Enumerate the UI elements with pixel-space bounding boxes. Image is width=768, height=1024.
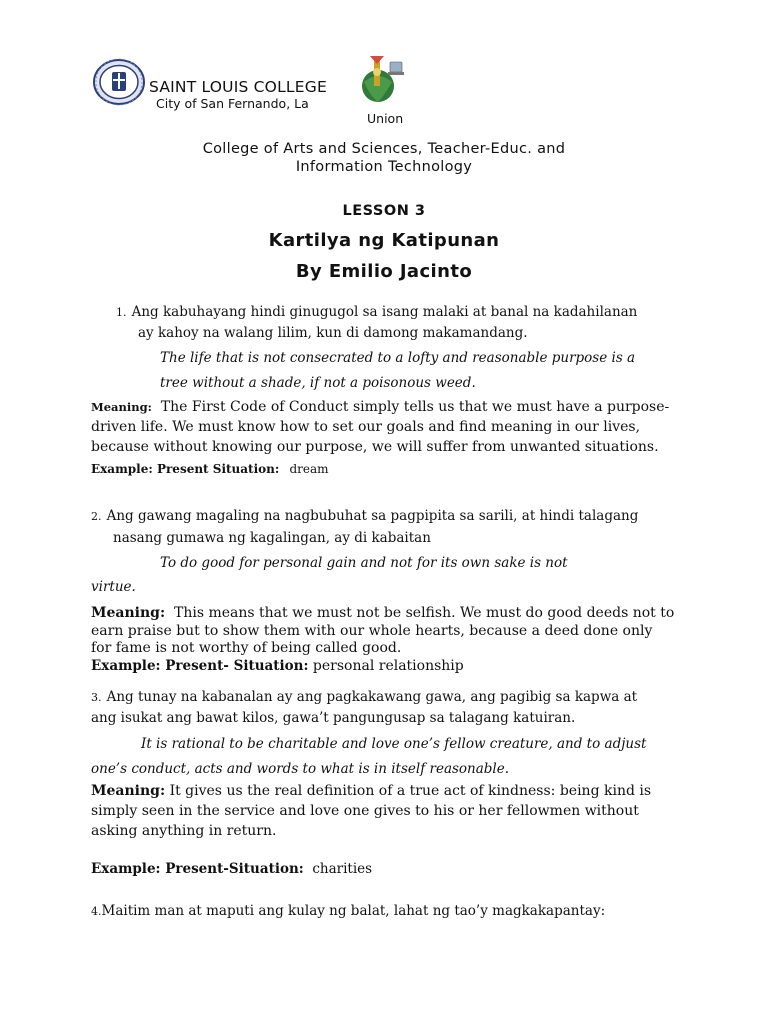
item-4-tagalog-line-1: 4.Maitim man at maputi ang kulay ng balat, lahat ng tao’y magkakapantay: [91, 903, 606, 919]
meaning-label: Meaning: [91, 400, 152, 414]
page-author: By Emilio Jacinto [295, 261, 473, 282]
item-2-tagalog-line-1: 2. Ang gawang magaling na nagbubuhat sa pagpipita sa sarili, at hindi talagang [91, 508, 639, 524]
item-2-meaning-line-3: for fame is not worthy of being called good. [91, 640, 402, 656]
item-1-tagalog-line-2: ay kahoy na walang lilim, kun di damong makamandang. [138, 325, 528, 341]
item-2-meaning: Meaning: This means that we must not be selfish. We must do good deeds not to [91, 605, 675, 621]
item-2-meaning-line-2: earn praise but to show them with our whole hearts, because a deed done only [91, 623, 653, 639]
example-label: Example: Present-Situation: [91, 861, 304, 877]
school-seal-logo [92, 58, 146, 106]
item-2-english-line-2: virtue. [91, 579, 136, 595]
item-3-english-line-1: It is rational to be charitable and love one’s fellow creature, and to adjust [141, 736, 647, 752]
item-2-tagalog-line-2: nasang gumawa ng kagalingan, ay di kabaitan [113, 530, 431, 546]
item-1-meaning-line-2: driven life. We must know how to set our goals and find meaning in our lives, [91, 419, 641, 435]
school-city: City of San Fernando, La [156, 96, 309, 111]
item-1-tagalog-line-1: 1. Ang kabuhayang hindi ginugugol sa isang malaki at banal na kadahilanan [116, 304, 638, 320]
item-1-english-line-2: tree without a shade, if not a poisonous weed. [160, 375, 476, 391]
example-label: Example: Present- Situation: [91, 658, 309, 674]
item-number: 4. [91, 905, 102, 918]
item-1-example: Example: Present Situation: dream [91, 462, 329, 476]
department-line-1: College of Arts and Sciences, Teacher-Educ. and [202, 141, 566, 157]
item-2-example: Example: Present- Situation: personal relationship [91, 658, 464, 674]
page-title: Kartilya ng Katipunan [268, 230, 500, 251]
meaning-label: Meaning: [91, 783, 166, 799]
department-line-2: Information Technology [295, 159, 473, 175]
item-3-english-line-2: one’s conduct, acts and words to what is in itself reasonable. [91, 761, 510, 777]
school-name: SAINT LOUIS COLLEGE [149, 78, 327, 96]
item-3-meaning: Meaning: It gives us the real definition of a true act of kindness: being kind is [91, 783, 652, 799]
item-3-tagalog-line-2: ang isukat ang bawat kilos, gawa’t pangungusap sa talagang katuiran. [91, 710, 576, 726]
example-label: Example: Present Situation: [91, 462, 280, 476]
item-2-english-line-1: To do good for personal gain and not for its own sake is not [160, 555, 568, 571]
school-city-continued: Union [367, 111, 404, 126]
item-3-tagalog-line-1: 3. Ang tunay na kabanalan ay ang pagkakawang gawa, ang pagibig sa kapwa at [91, 689, 638, 705]
item-1-english-line-1: The life that is not consecrated to a lofty and reasonable purpose is a [160, 350, 636, 366]
item-number: 1. [116, 306, 127, 319]
item-3-meaning-line-3: asking anything in return. [91, 823, 277, 839]
item-number: 3. [91, 691, 102, 704]
item-3-example: Example: Present-Situation: charities [91, 861, 373, 877]
item-number: 2. [91, 510, 102, 523]
item-1-meaning-line-3: because without knowing our purpose, we will suffer from unwanted situations. [91, 439, 659, 455]
lesson-number: LESSON 3 [342, 203, 426, 219]
item-3-meaning-line-2: simply seen in the service and love one gives to his or her fellowmen without [91, 803, 639, 819]
department-crest-logo [354, 52, 406, 108]
meaning-label: Meaning: [91, 605, 166, 621]
item-1-meaning: Meaning: The First Code of Conduct simply tells us that we must have a purpose- [91, 399, 670, 415]
